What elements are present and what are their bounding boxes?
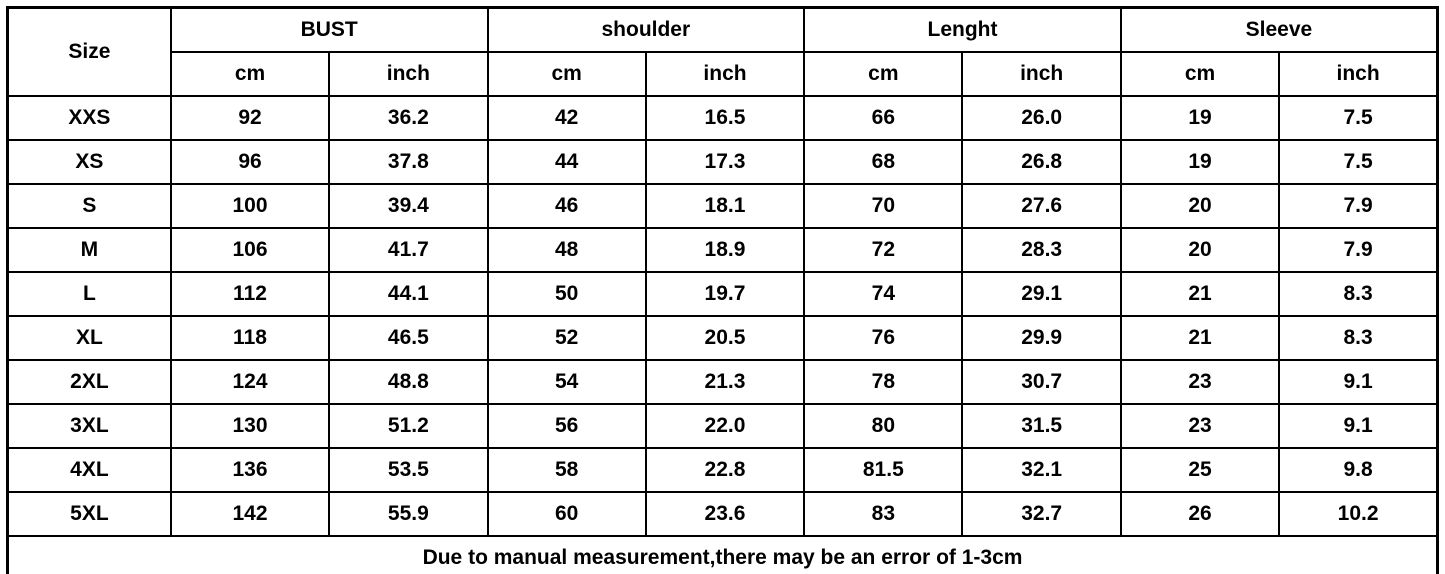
- row-size: L: [8, 272, 171, 316]
- cell-bust-cm: 112: [171, 272, 329, 316]
- cell-sleeve-cm: 19: [1121, 96, 1279, 140]
- cell-shoulder-inch: 22.8: [646, 448, 804, 492]
- cell-bust-cm: 100: [171, 184, 329, 228]
- cell-sleeve-cm: 19: [1121, 140, 1279, 184]
- cell-bust-cm: 118: [171, 316, 329, 360]
- row-size: 3XL: [8, 404, 171, 448]
- row-size: 2XL: [8, 360, 171, 404]
- cell-shoulder-inch: 18.1: [646, 184, 804, 228]
- cell-shoulder-inch: 17.3: [646, 140, 804, 184]
- cell-sleeve-inch: 9.8: [1279, 448, 1437, 492]
- cell-length-inch: 26.8: [962, 140, 1120, 184]
- cell-bust-inch: 46.5: [329, 316, 487, 360]
- header-row-units: [8, 52, 1438, 96]
- cell-shoulder-cm: 50: [488, 272, 646, 316]
- row-size: XS: [8, 140, 171, 184]
- cell-sleeve-inch: 7.9: [1279, 184, 1437, 228]
- header-group-shoulder: shoulder: [488, 8, 805, 53]
- cell-bust-cm: 96: [171, 140, 329, 184]
- cell-bust-cm: 124: [171, 360, 329, 404]
- cell-length-inch: 31.5: [962, 404, 1120, 448]
- cell-shoulder-inch: 21.3: [646, 360, 804, 404]
- cell-shoulder-cm: 54: [488, 360, 646, 404]
- row-size: S: [8, 184, 171, 228]
- cell-length-inch: 28.3: [962, 228, 1120, 272]
- header-unit-bust-cm: cm: [171, 52, 329, 96]
- cell-length-inch: 26.0: [962, 96, 1120, 140]
- cell-length-cm: 66: [804, 96, 962, 140]
- cell-length-cm: 76: [804, 316, 962, 360]
- cell-length-cm: 80: [804, 404, 962, 448]
- row-size: 5XL: [8, 492, 171, 536]
- cell-bust-inch: 48.8: [329, 360, 487, 404]
- cell-bust-inch: 55.9: [329, 492, 487, 536]
- table-row: [8, 316, 1438, 360]
- cell-bust-inch: 39.4: [329, 184, 487, 228]
- cell-shoulder-cm: 46: [488, 184, 646, 228]
- cell-length-cm: 81.5: [804, 448, 962, 492]
- header-size: Size: [8, 8, 171, 97]
- cell-shoulder-inch: 23.6: [646, 492, 804, 536]
- header-unit-shoulder-inch: inch: [646, 52, 804, 96]
- table-row: [8, 448, 1438, 492]
- cell-length-cm: 70: [804, 184, 962, 228]
- cell-sleeve-inch: 9.1: [1279, 360, 1437, 404]
- cell-bust-inch: 41.7: [329, 228, 487, 272]
- cell-shoulder-cm: 42: [488, 96, 646, 140]
- row-size: M: [8, 228, 171, 272]
- cell-shoulder-inch: 20.5: [646, 316, 804, 360]
- header-unit-length-inch: inch: [962, 52, 1120, 96]
- row-size: XXS: [8, 96, 171, 140]
- cell-shoulder-cm: 48: [488, 228, 646, 272]
- cell-length-inch: 27.6: [962, 184, 1120, 228]
- cell-shoulder-inch: 22.0: [646, 404, 804, 448]
- cell-shoulder-inch: 18.9: [646, 228, 804, 272]
- cell-bust-cm: 92: [171, 96, 329, 140]
- header-unit-shoulder-cm: cm: [488, 52, 646, 96]
- header-row-groups: [8, 8, 1438, 53]
- header-group-sleeve: Sleeve: [1121, 8, 1438, 53]
- cell-length-inch: 30.7: [962, 360, 1120, 404]
- cell-bust-inch: 36.2: [329, 96, 487, 140]
- table-row: [8, 184, 1438, 228]
- cell-length-cm: 78: [804, 360, 962, 404]
- table-header: [8, 8, 1438, 97]
- cell-sleeve-inch: 7.9: [1279, 228, 1437, 272]
- cell-sleeve-cm: 20: [1121, 184, 1279, 228]
- cell-bust-inch: 37.8: [329, 140, 487, 184]
- cell-bust-inch: 53.5: [329, 448, 487, 492]
- cell-bust-cm: 130: [171, 404, 329, 448]
- size-chart-table: [6, 6, 1439, 574]
- header-group-bust: BUST: [171, 8, 488, 53]
- table-row: [8, 140, 1438, 184]
- cell-bust-inch: 44.1: [329, 272, 487, 316]
- cell-sleeve-inch: 9.1: [1279, 404, 1437, 448]
- cell-bust-cm: 142: [171, 492, 329, 536]
- table-note-row: [8, 536, 1438, 574]
- table-row: [8, 404, 1438, 448]
- cell-bust-inch: 51.2: [329, 404, 487, 448]
- table-row: [8, 492, 1438, 536]
- table-body: [8, 96, 1438, 574]
- header-unit-bust-inch: inch: [329, 52, 487, 96]
- cell-shoulder-cm: 58: [488, 448, 646, 492]
- table-row: [8, 96, 1438, 140]
- cell-shoulder-cm: 52: [488, 316, 646, 360]
- cell-shoulder-inch: 19.7: [646, 272, 804, 316]
- cell-shoulder-cm: 56: [488, 404, 646, 448]
- cell-sleeve-cm: 23: [1121, 404, 1279, 448]
- cell-sleeve-inch: 7.5: [1279, 96, 1437, 140]
- cell-bust-cm: 136: [171, 448, 329, 492]
- cell-length-cm: 74: [804, 272, 962, 316]
- table-row: [8, 272, 1438, 316]
- cell-sleeve-cm: 20: [1121, 228, 1279, 272]
- measurement-note: Due to manual measurement,there may be an error of 1-3cm: [8, 536, 1438, 574]
- cell-length-cm: 83: [804, 492, 962, 536]
- cell-length-inch: 32.1: [962, 448, 1120, 492]
- cell-sleeve-cm: 23: [1121, 360, 1279, 404]
- cell-sleeve-cm: 26: [1121, 492, 1279, 536]
- cell-sleeve-cm: 21: [1121, 316, 1279, 360]
- header-unit-sleeve-inch: inch: [1279, 52, 1437, 96]
- header-unit-sleeve-cm: cm: [1121, 52, 1279, 96]
- cell-sleeve-cm: 21: [1121, 272, 1279, 316]
- cell-sleeve-inch: 7.5: [1279, 140, 1437, 184]
- cell-sleeve-inch: 8.3: [1279, 272, 1437, 316]
- cell-shoulder-cm: 44: [488, 140, 646, 184]
- cell-sleeve-inch: 10.2: [1279, 492, 1437, 536]
- cell-sleeve-inch: 8.3: [1279, 316, 1437, 360]
- table-row: [8, 360, 1438, 404]
- header-unit-length-cm: cm: [804, 52, 962, 96]
- header-group-length: Lenght: [804, 8, 1121, 53]
- cell-length-inch: 29.1: [962, 272, 1120, 316]
- cell-length-cm: 72: [804, 228, 962, 272]
- cell-length-cm: 68: [804, 140, 962, 184]
- cell-bust-cm: 106: [171, 228, 329, 272]
- table-row: [8, 228, 1438, 272]
- row-size: 4XL: [8, 448, 171, 492]
- cell-shoulder-cm: 60: [488, 492, 646, 536]
- cell-length-inch: 29.9: [962, 316, 1120, 360]
- cell-shoulder-inch: 16.5: [646, 96, 804, 140]
- cell-sleeve-cm: 25: [1121, 448, 1279, 492]
- row-size: XL: [8, 316, 171, 360]
- cell-length-inch: 32.7: [962, 492, 1120, 536]
